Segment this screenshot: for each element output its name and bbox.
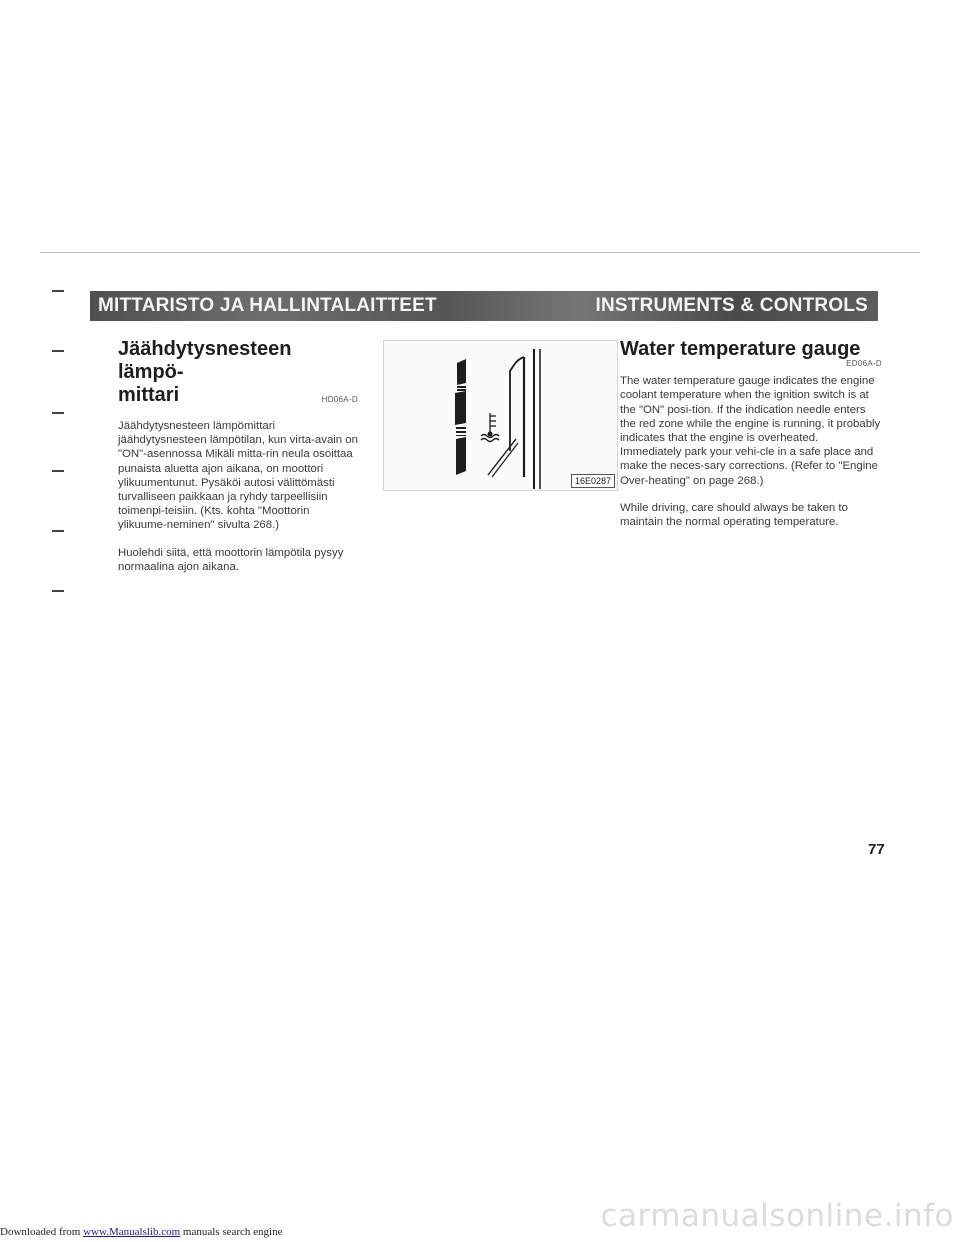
margin-mark	[52, 590, 64, 592]
gauge-illustration	[383, 340, 618, 491]
footer-prefix: Downloaded from	[0, 1226, 81, 1238]
finnish-paragraph-1: Jäähdytysnesteen lämpömittari jäähdytysnesteen lämpötilan, kun virta-avain on "ON"-asennossa Mikäli mitta-rin neula osoittaa punaista aluetta ajon aikana, on moottori ylikuumentunut. Pysäköi autosi välittömästi turvalliseen paikkaan ja ryhdy tarpeellisiin toimenpi-teisiin. (Kts. kohta "Moottorin ylikuume-neminen" sivulta 268.)	[118, 420, 358, 532]
margin-mark	[52, 350, 64, 352]
finnish-title-line1: Jäähdytysnesteen lämpö-	[118, 338, 292, 383]
footer-suffix: manuals search engine	[182, 1226, 283, 1238]
finnish-section-code: HD06A-D	[321, 395, 358, 404]
top-divider	[40, 252, 920, 253]
margin-mark	[52, 470, 64, 472]
coolant-temperature-gauge-icon	[384, 341, 617, 490]
page-number: 77	[868, 841, 885, 858]
figure-code: 16E0287	[571, 474, 615, 488]
finnish-paragraph-2: Huolehdi siitä, että moottorin lämpötila pysyy normaalina ajon aikana.	[118, 546, 344, 573]
finnish-column	[118, 338, 358, 587]
header-finnish: MITTARISTO JA HALLINTALAITTEET	[98, 295, 437, 316]
margin-mark	[52, 412, 64, 414]
margin-mark	[52, 290, 64, 292]
header-english: INSTRUMENTS & CONTROLS	[595, 295, 868, 316]
margin-mark	[52, 530, 64, 532]
english-title: Water temperature gauge	[620, 338, 861, 360]
english-paragraph-1: The water temperature gauge indicates the engine coolant temperature when the ignition switch is at the "ON" posi-tion. If the indication needle enters the red zone while the engine is running, it probably indicates that the engine is overheated. Immediately park your vehi-cle in a safe place and make the neces-sary corrections. (Refer to "Engine Over-heating" on page 268.)	[620, 375, 881, 487]
finnish-title-line2: mittari	[118, 384, 180, 406]
english-column	[620, 338, 882, 542]
site-watermark: carmanualsonline.info	[600, 1198, 954, 1234]
english-section-code: ED06A-D	[846, 359, 882, 368]
english-paragraph-2: While driving, care should always be taken to maintain the normal operating temperature.	[620, 501, 848, 529]
download-footer	[0, 1226, 282, 1238]
manualslib-link[interactable]: www.Manualslib.com	[83, 1226, 181, 1238]
section-header-bar	[90, 291, 878, 321]
